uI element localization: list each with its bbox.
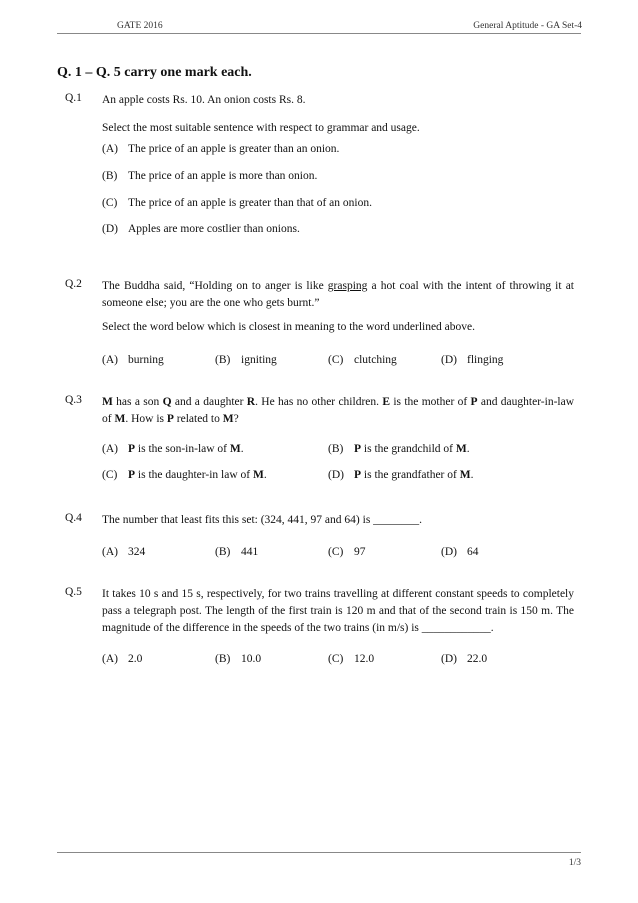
q5-option-a	[102, 653, 142, 665]
option-text: The price of an apple is greater than that of an onion.	[128, 197, 372, 209]
option-text: The price of an apple is greater than an onion.	[128, 143, 340, 155]
option-text: igniting	[241, 354, 277, 366]
page-number: 1/3	[568, 858, 581, 868]
q5-option-c	[328, 653, 374, 665]
option-letter: (C)	[328, 354, 344, 366]
q1-option-c	[102, 197, 372, 209]
option-letter: (D)	[441, 546, 457, 558]
option-letter: (A)	[102, 653, 118, 665]
option-letter: (B)	[102, 170, 118, 182]
q5-number: Q.5	[65, 586, 82, 598]
q4-text: The number that least fits this set: (324, 441, 97 and 64) is ________.	[102, 514, 423, 526]
header-paper-name: General Aptitude - GA Set-4	[473, 21, 582, 31]
q1-text: An apple costs Rs. 10. An onion costs Rs. 8.	[102, 94, 306, 106]
q5-option-d	[441, 653, 487, 665]
option-text: 22.0	[467, 653, 488, 665]
q4-option-c	[328, 546, 366, 558]
section-title: Q. 1 – Q. 5 carry one mark each.	[57, 65, 252, 80]
option-text: 10.0	[241, 653, 262, 665]
option-text: burning	[128, 354, 164, 366]
q3-number: Q.3	[65, 394, 82, 406]
q1-instruction: Select the most suitable sentence with respect to grammar and usage.	[102, 122, 420, 134]
q3-text: M has a son Q and a daughter R. He has no other children. E is the mother of P and daughter-in-law of M. How is P related to M?	[102, 396, 575, 425]
option-letter: (B)	[215, 546, 231, 558]
option-text: 97	[354, 546, 366, 558]
footer-rule	[57, 852, 581, 853]
option-letter: (C)	[328, 653, 344, 665]
q1-option-b	[102, 170, 317, 182]
q3-option-c: (C) P is the daughter-in law of M.	[102, 469, 267, 481]
option-text: flinging	[467, 354, 504, 366]
option-letter: (A)	[102, 354, 118, 366]
option-letter: (B)	[328, 443, 344, 455]
q3-option-a: (A) P is the son-in-law of M.	[102, 443, 244, 455]
option-text: The price of an apple is more than onion.	[128, 170, 318, 182]
q2-instruction: Select the word below which is closest in meaning to the word underlined above.	[102, 321, 476, 333]
q2-text: The Buddha said, “Holding on to anger is like grasping a hot coal with the intent of throwing it at someone else; you are the one who gets burnt.”	[102, 280, 574, 309]
option-letter: (C)	[102, 469, 118, 481]
q1-option-a	[102, 143, 339, 155]
option-letter: (C)	[328, 546, 344, 558]
option-text: 64	[467, 546, 479, 558]
option-letter: (D)	[441, 653, 457, 665]
q2-option-d	[441, 354, 503, 366]
option-text: 12.0	[354, 653, 375, 665]
option-letter: (D)	[328, 469, 344, 481]
q3-option-b: (B) P is the grandchild of M.	[328, 443, 470, 455]
q4-option-d	[441, 546, 479, 558]
option-letter: (A)	[102, 443, 118, 455]
q4-option-b	[215, 546, 258, 558]
option-letter: (A)	[102, 546, 118, 558]
option-letter: (D)	[441, 354, 457, 366]
option-letter: (A)	[102, 143, 118, 155]
underlined-word: grasping	[327, 280, 368, 292]
q2-option-b	[215, 354, 277, 366]
q2-option-c	[328, 354, 397, 366]
option-text: 441	[241, 546, 259, 558]
q4-option-a	[102, 546, 145, 558]
option-text: clutching	[354, 354, 397, 366]
option-letter: (D)	[102, 223, 118, 235]
option-text: 2.0	[128, 653, 143, 665]
q3-option-d: (D) P is the grandfather of M.	[328, 469, 474, 481]
q1-option-d	[102, 223, 300, 235]
option-letter: (B)	[215, 354, 231, 366]
option-text: Apples are more costlier than onions.	[128, 223, 300, 235]
q2-option-a	[102, 354, 164, 366]
q1-number: Q.1	[65, 92, 82, 104]
header-rule	[57, 33, 581, 34]
option-letter: (B)	[215, 653, 231, 665]
option-text: 324	[128, 546, 146, 558]
q5-text: It takes 10 s and 15 s, respectively, for two trains travelling at different constant speeds to completely pass a telegraph post. The length of the first train is 120 m and that of the second train is 150 m. The magnitude of the difference in the speeds of the two trains (in m/s) is ____________.	[102, 588, 574, 634]
q5-option-b	[215, 653, 261, 665]
option-letter: (C)	[102, 197, 118, 209]
q4-number: Q.4	[65, 512, 82, 524]
q2-number: Q.2	[65, 278, 82, 290]
header-exam-name: GATE 2016	[117, 21, 163, 31]
